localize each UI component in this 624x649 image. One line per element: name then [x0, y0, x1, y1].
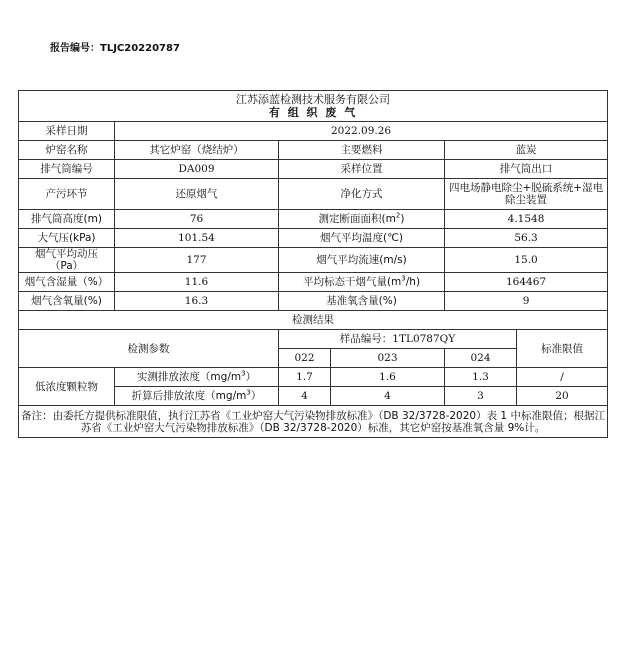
stack-height-value: 76 [115, 210, 279, 229]
std-flow-label: 平均标态干烟气量$(m^3/h)$ [279, 273, 445, 292]
table-row [19, 248, 608, 273]
table-row [19, 229, 608, 248]
sampling-position-value: 排气筒出口 [445, 160, 608, 179]
measured-value: 1.3 [445, 368, 517, 387]
table-row [19, 179, 608, 210]
sampling-date-label: 采样日期 [19, 122, 115, 141]
process-value: 还原烟气 [115, 179, 279, 210]
table-subtitle: 有 组 织 废 气 [268, 106, 358, 119]
table-row [19, 292, 608, 311]
sample-id: 024 [445, 349, 517, 368]
oxygen-value: 16.3 [115, 292, 279, 311]
results-header-row [19, 311, 608, 330]
flow-velocity-label: 烟气平均流速(m/s) [279, 248, 445, 273]
param-header: 检测参数 [19, 330, 279, 368]
sampling-date-value: 2022.09.26 [115, 122, 608, 141]
converted-label: 折算后排放浓度$(mg/m^3)$ [115, 387, 279, 406]
std-flow-value: 164467 [445, 273, 608, 292]
sample-id: 023 [331, 349, 445, 368]
ref-oxygen-label: 基准氧含量(%) [279, 292, 445, 311]
flow-velocity-value: 15.0 [445, 248, 608, 273]
pollutant-name: 低浓度颗粒物 [19, 368, 115, 406]
moisture-label: 烟气含湿量（%） [19, 273, 115, 292]
table-note: 备注：由委托方提供标准限值，执行江苏省《工业炉窑大气污染物排放标准》（DB 32/3728-2020）表 1 中标准限值；根据江苏省《工业炉窑大气污染物排放标准》（DB 32/3728-2020）标准，其它炉窑按基准氧含量 9%计。 [19, 406, 608, 438]
table-row [19, 122, 608, 141]
company-name: 江苏添蓝检测技术服务有限公司 [236, 93, 391, 106]
limit-header: 标准限值 [517, 330, 608, 368]
avg-temp-value: 56.3 [445, 229, 608, 248]
treatment-label: 净化方式 [279, 179, 445, 210]
stack-id-label: 排气筒编号 [19, 160, 115, 179]
sample-no-label: 样品编号：1TL0787QY [279, 330, 517, 349]
ref-oxygen-value: 9 [445, 292, 608, 311]
furnace-name-label: 炉窑名称 [19, 141, 115, 160]
cross-section-value: 4.1548 [445, 210, 608, 229]
table-row [19, 273, 608, 292]
note-row [19, 406, 608, 438]
report-number: 报告编号：TLJC20220787 [50, 43, 180, 54]
converted-value: 4 [331, 387, 445, 406]
main-fuel-value: 蓝炭 [445, 141, 608, 160]
converted-limit: 20 [517, 387, 608, 406]
avg-temp-label: 烟气平均温度(℃) [279, 229, 445, 248]
pressure-value: 101.54 [115, 229, 279, 248]
sampling-position-label: 采样位置 [279, 160, 445, 179]
moisture-value: 11.6 [115, 273, 279, 292]
measured-value: 1.6 [331, 368, 445, 387]
process-label: 产污环节 [19, 179, 115, 210]
converted-value: 3 [445, 387, 517, 406]
main-fuel-label: 主要燃料 [279, 141, 445, 160]
sample-id: 022 [279, 349, 331, 368]
table-title-row [19, 91, 608, 122]
table-row [19, 210, 608, 229]
table-row [19, 141, 608, 160]
treatment-value: 四电场静电除尘+脱硫系统+湿电除尘装置 [445, 179, 608, 210]
sample-no-row [19, 330, 608, 349]
furnace-name-value: 其它炉窑（烧结炉） [115, 141, 279, 160]
dynamic-pressure-value: 177 [115, 248, 279, 273]
oxygen-label: 烟气含氧量(%) [19, 292, 115, 311]
measured-limit: / [517, 368, 608, 387]
stack-id-value: DA009 [115, 160, 279, 179]
measured-row [19, 368, 608, 387]
results-header: 检测结果 [19, 311, 608, 330]
cross-section-label: 测定断面面积$(m^2)$ [279, 210, 445, 229]
stack-height-label: 排气筒高度(m) [19, 210, 115, 229]
dynamic-pressure-label: 烟气平均动压（Pa） [19, 248, 115, 273]
pressure-label: 大气压(kPa) [19, 229, 115, 248]
measured-value: 1.7 [279, 368, 331, 387]
converted-value: 4 [279, 387, 331, 406]
table-row [19, 160, 608, 179]
measured-label: 实测排放浓度$(mg/m^3)$ [115, 368, 279, 387]
emission-table [18, 90, 608, 438]
